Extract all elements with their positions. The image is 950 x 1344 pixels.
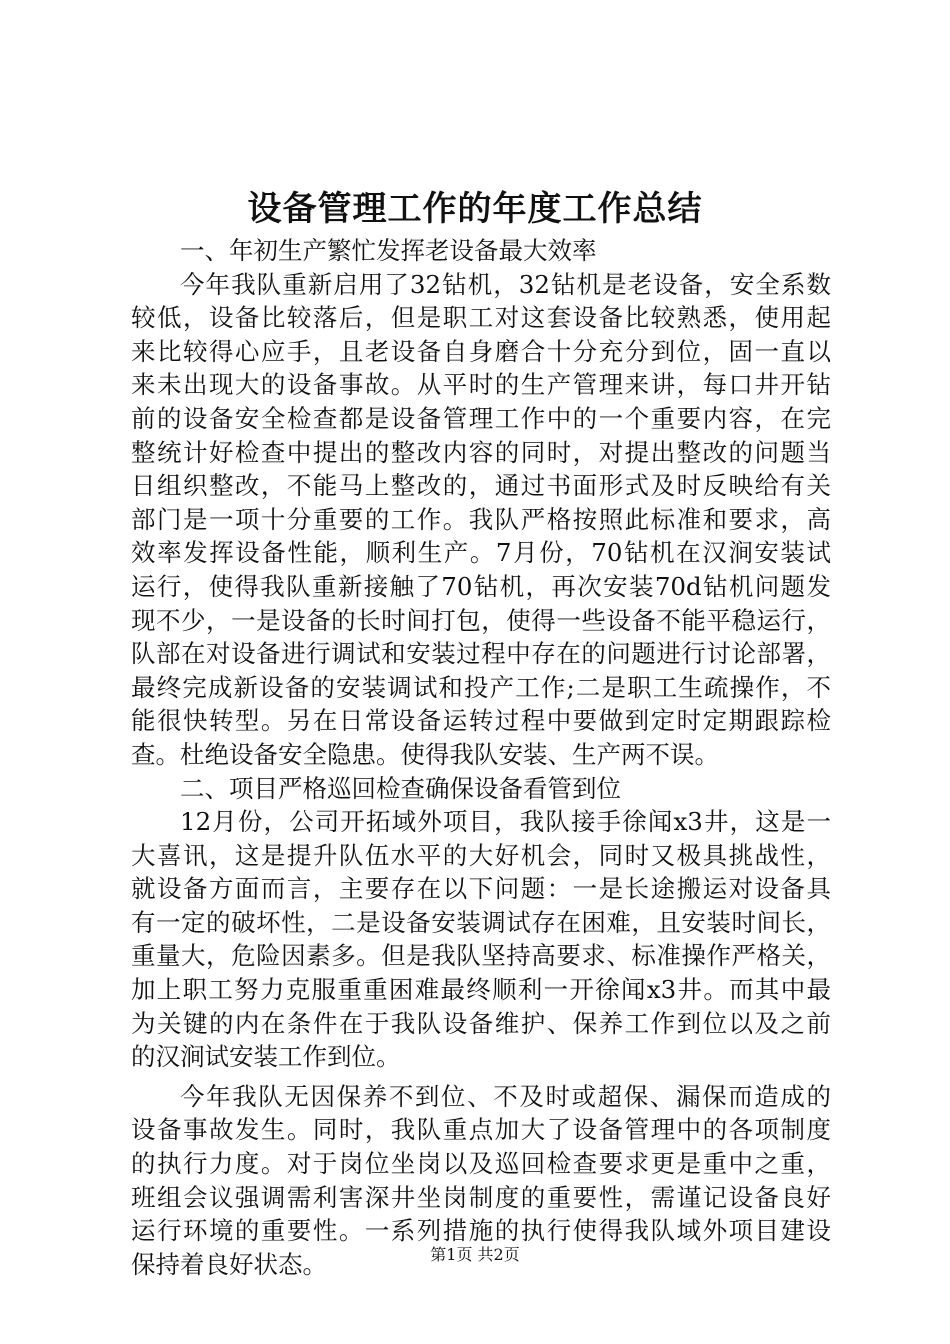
paragraph-line: 班组会议强调需利害深井坐岗制度的重要性，需谨记设备良好 bbox=[131, 1182, 831, 1212]
paragraph-line: 来未出现大的设备事故。从平时的生产管理来讲，每口井开钻 bbox=[131, 370, 831, 400]
paragraph-line: 查。杜绝设备安全隐患。使得我队安装、生产两不误。 bbox=[131, 739, 719, 769]
paragraph-line: 今年我队重新启用了32钻机，32钻机是老设备，安全系数 bbox=[180, 269, 831, 299]
paragraph-line: 部门是一项十分重要的工作。我队严格按照此标准和要求，高 bbox=[131, 504, 831, 534]
paragraph-line: 今年我队无因保养不到位、不及时或超保、漏保而造成的 bbox=[180, 1081, 831, 1111]
paragraph-line: 最终完成新设备的安装调试和投产工作;二是职工生疏操作，不 bbox=[131, 672, 831, 702]
paragraph-line: 现不少，一是设备的长时间打包，使得一些设备不能平稳运行， bbox=[131, 605, 831, 635]
document-title: 设备管理工作的年度工作总结 bbox=[247, 189, 703, 229]
paragraph-line: 12月份，公司开拓域外项目，我队接手徐闻x3井，这是一 bbox=[180, 807, 831, 837]
paragraph-line: 就设备方面而言，主要存在以下问题：一是长途搬运对设备具 bbox=[131, 874, 831, 904]
section-heading: 二、项目严格巡回检查确保设备看管到位 bbox=[180, 773, 621, 803]
page-number: 第1页 共2页 bbox=[430, 1245, 520, 1264]
paragraph-line: 前的设备安全检查都是设备管理工作中的一个重要内容，在完 bbox=[131, 403, 831, 433]
paragraph-line: 整统计好检查中提出的整改内容的同时，对提出整改的问题当 bbox=[131, 437, 831, 467]
paragraph-line: 大喜讯，这是提升队伍水平的大好机会，同时又极具挑战性， bbox=[131, 840, 831, 870]
paragraph-line: 能很快转型。另在日常设备运转过程中要做到定时定期跟踪检 bbox=[131, 706, 831, 736]
paragraph-line: 为关键的内在条件在于我队设备维护、保养工作到位以及之前 bbox=[131, 1008, 831, 1038]
paragraph-line: 加上职工努力克服重重困难最终顺利一开徐闻x3井。而其中最 bbox=[131, 975, 831, 1005]
paragraph-line: 运行环境的重要性。一系列措施的执行使得我队域外项目建设 bbox=[131, 1216, 831, 1246]
paragraph-line: 运行，使得我队重新接触了70钻机，再次安装70d钻机问题发 bbox=[131, 571, 831, 601]
section-heading: 一、年初生产繁忙发挥老设备最大效率 bbox=[180, 236, 597, 265]
paragraph-line: 队部在对设备进行调试和安装过程中存在的问题进行讨论部署， bbox=[131, 639, 831, 669]
paragraph-line: 设备事故发生。同时，我队重点加大了设备管理中的各项制度 bbox=[131, 1115, 831, 1145]
paragraph-line: 保持着良好状态。 bbox=[131, 1249, 327, 1279]
paragraph-line: 的执行力度。对于岗位坐岗以及巡回检查要求更是重中之重， bbox=[131, 1149, 831, 1179]
paragraph-line: 的汉涧试安装工作到位。 bbox=[131, 1042, 401, 1072]
paragraph-line: 日组织整改，不能马上整改的，通过书面形式及时反映给有关 bbox=[131, 471, 831, 501]
paragraph-line: 效率发挥设备性能，顺利生产。7月份，70钻机在汉涧安装试 bbox=[131, 538, 831, 568]
document-body bbox=[131, 234, 831, 1281]
paragraph-line: 有一定的破坏性，二是设备安装调试存在困难，且安装时间长， bbox=[131, 907, 831, 937]
paragraph-line: 重量大，危险因素多。但是我队坚持高要求、标准操作严格关， bbox=[131, 941, 831, 971]
paragraph-line: 来比较得心应手，且老设备自身磨合十分充分到位，固一直以 bbox=[131, 336, 831, 366]
paragraph-line: 较低，设备比较落后，但是职工对这套设备比较熟悉，使用起 bbox=[131, 303, 831, 333]
